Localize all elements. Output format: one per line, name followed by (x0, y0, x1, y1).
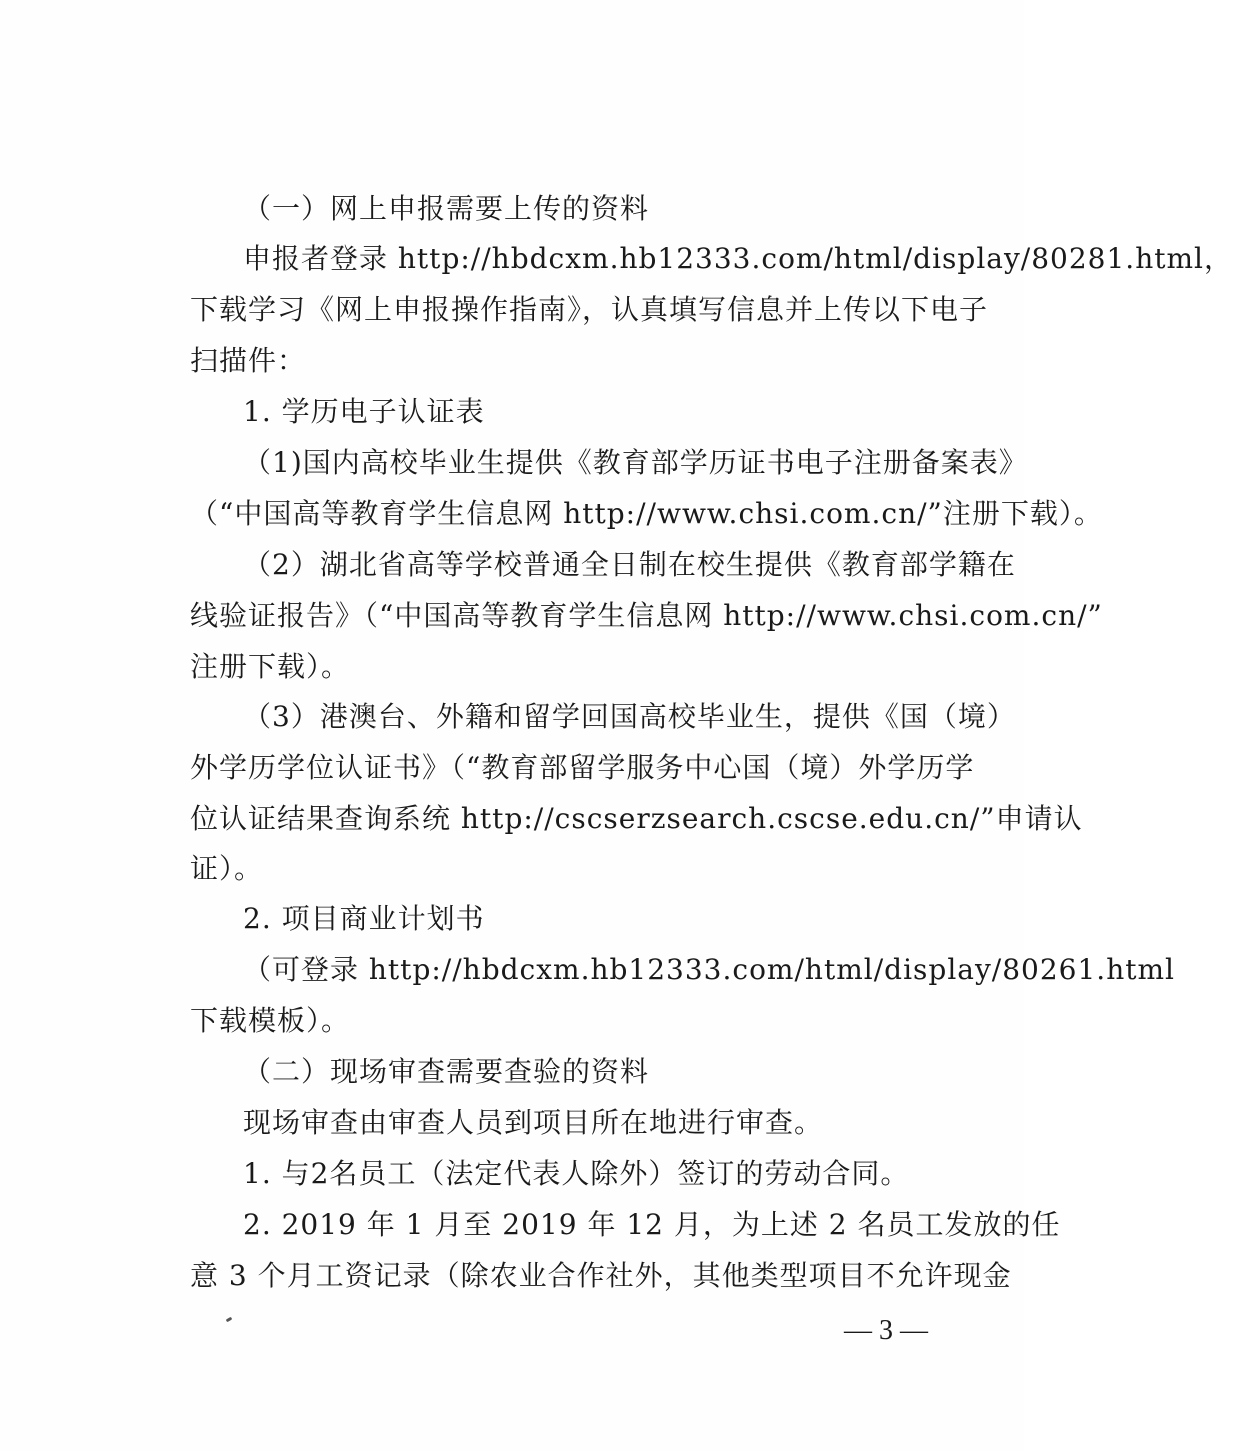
paragraph-line: 外学历学位认证书》（“教育部留学服务中心国（境）外学历学 (190, 751, 975, 784)
paragraph-line: （可登录 http://hbdcxm.hb12333.com/html/display/80261.html (243, 953, 1175, 986)
paragraph-line: （3）港澳台、外籍和留学回国高校毕业生，提供《国（境） (243, 700, 1016, 733)
paragraph-line: 注册下载）。 (190, 650, 351, 683)
paragraph-line: 位认证结果查询系统 http://cscserzsearch.cscse.edu.cn/”申请认 (190, 802, 1083, 835)
paragraph-line: （“中国高等教育学生信息网 http://www.chsi.com.cn/”注册下载）。 (190, 497, 1103, 530)
paragraph-line: （2）湖北省高等学校普通全日制在校生提供《教育部学籍在 (243, 548, 1016, 581)
section-heading-2: （二）现场审查需要查验的资料 (243, 1055, 650, 1088)
paragraph-line: 现场审查由审查人员到项目所在地进行审查。 (243, 1106, 824, 1139)
section-heading-1: （一）网上申报需要上传的资料 (243, 192, 650, 225)
paragraph-line: 线验证报告》（“中国高等教育学生信息网 http://www.chsi.com.cn/” (190, 599, 1103, 632)
list-item-heading: 2. 项目商业计划书 (243, 902, 485, 935)
paragraph-line: 下载模板）。 (190, 1004, 351, 1037)
list-item-heading: 1. 学历电子认证表 (243, 395, 485, 428)
paragraph-line: 2. 2019 年 1 月至 2019 年 12 月，为上述 2 名员工发放的任 (243, 1208, 1061, 1241)
scan-speck (226, 1317, 233, 1323)
paragraph-line: 申报者登录 http://hbdcxm.hb12333.com/html/display/80281.html， (243, 242, 1233, 275)
page-number: — 3 — (844, 1315, 928, 1346)
paragraph-line: （1)国内高校毕业生提供《教育部学历证书电子注册备案表》 (243, 446, 1028, 479)
paragraph-line: 证）。 (190, 852, 264, 885)
paragraph-line: 下载学习《网上申报操作指南》，认真填写信息并上传以下电子 (190, 293, 989, 326)
paragraph-line: 1. 与2名员工（法定代表人除外）签订的劳动合同。 (243, 1157, 910, 1190)
paragraph-line: 意 3 个月工资记录（除农业合作社外，其他类型项目不允许现金 (190, 1259, 1012, 1292)
paragraph-line: 扫描件： (190, 344, 307, 377)
